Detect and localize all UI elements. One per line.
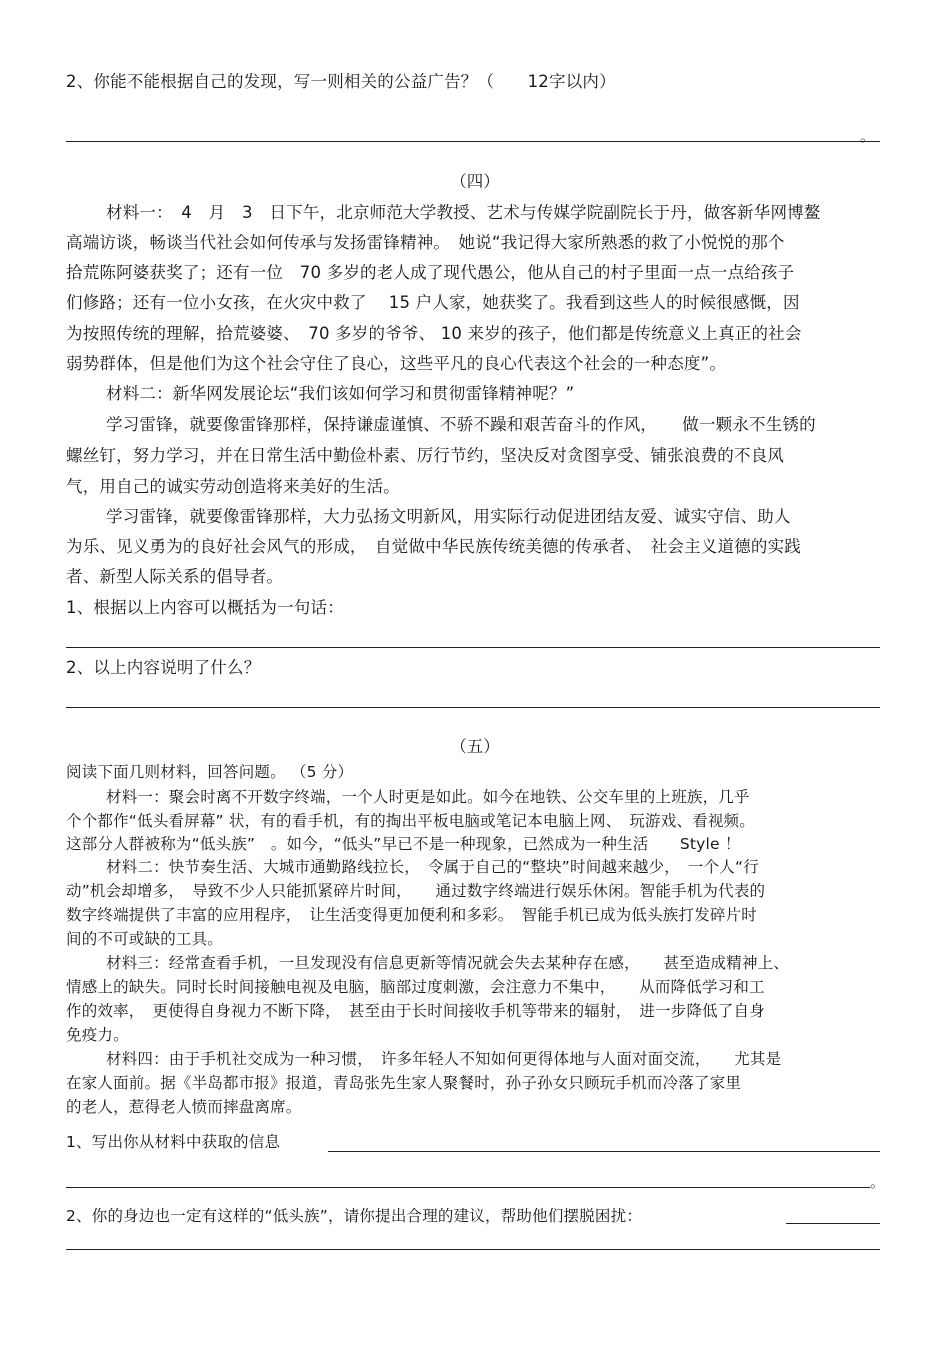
answer-line-4-2[interactable] bbox=[66, 707, 880, 708]
answer-line-5-1a[interactable] bbox=[328, 1151, 880, 1152]
question-3-2: 2、你能不能根据自己的发现，写一则相关的公益广告？（ 12字以内） bbox=[66, 72, 616, 91]
material-5-1-line: 这部分人群被称为“低头族” 。如今，“低头”早已不是一种现象，已然成为一种生活 Style ！ bbox=[66, 835, 741, 853]
material-5-4-line: 的老人，惹得老人愤而摔盘离席。 bbox=[66, 1098, 302, 1116]
question-4-1: 1、根据以上内容可以概括为一句话： bbox=[66, 598, 344, 617]
material-4-1-line: 为按照传统的理解，拾荒婆婆、 70 多岁的爷爷、 10 来岁的孩子，他们都是传统意义上真正的社会 bbox=[66, 324, 802, 343]
paragraph-4-4-line: 学习雷锋，就要像雷锋那样，大力弘扬文明新风，用实际行动促进团结友爱、诚实守信、助人 bbox=[106, 507, 791, 526]
material-4-2-line: 材料二：新华网发展论坛“我们该如何学习和贯彻雷锋精神呢？” bbox=[106, 384, 575, 403]
answer-line-5-1b[interactable] bbox=[66, 1187, 870, 1188]
paragraph-4-3-line: 螺丝钉，努力学习，并在日常生活中勤俭朴素、厉行节约，坚决反对贪图享受、铺张浪费的不良风 bbox=[66, 446, 785, 465]
material-4-1-line: 弱势群体，但是他们为这个社会守住了良心，这些平凡的良心代表这个社会的一种态度”。 bbox=[66, 354, 727, 373]
answer-line-end-period: 。 bbox=[860, 127, 876, 145]
section-4-title: （四） bbox=[450, 172, 500, 191]
answer-line-5-2b[interactable] bbox=[66, 1249, 880, 1250]
material-4-1-line: 们修路；还有一位小女孩，在火灾中救了 15 户人家，她获奖了。我看到这些人的时候很感慨，因 bbox=[66, 293, 800, 312]
answer-line-3-2[interactable] bbox=[66, 141, 880, 142]
paragraph-4-3-line: 学习雷锋，就要像雷锋那样，保持谦虚谨慎、不骄不躁和艰苦奋斗的作风， 做一颗永不生锈的 bbox=[106, 415, 816, 434]
answer-line-end-period: 。 bbox=[870, 1173, 886, 1191]
question-5-1: 1、写出你从材料中获取的信息 bbox=[66, 1133, 281, 1151]
material-5-3-line: 作的效率， 更使得自身视力不断下降， 甚至由于长时间接收手机等带来的辐射， 进一步降低了自身 bbox=[66, 1002, 765, 1020]
paragraph-4-3-line: 气，用自己的诚实劳动创造将来美好的生活。 bbox=[66, 477, 400, 496]
material-5-2-line: 动”机会却增多， 导致不少人只能抓紧碎片时间， 通过数字终端进行娱乐休闲。智能手机为代表的 bbox=[66, 882, 766, 900]
material-5-1-line: 材料一：聚会时离不开数字终端，一个人时更是如此。如今在地铁、公交车里的上班族，几乎 bbox=[106, 788, 750, 806]
material-4-1-line: 高端访谈，畅谈当代社会如何传承与发扬雷锋精神。 她说“我记得大家所熟悉的救了小悦悦的那个 bbox=[66, 233, 785, 252]
paragraph-4-4-line: 为乐、见义勇为的良好社会风气的形成， 自觉做中华民族传统美德的传承者、 社会主义道德的实践 bbox=[66, 537, 801, 556]
material-5-4-line: 材料四：由于手机社交成为一种习惯， 许多年轻人不知如何更得体地与人面对面交流， 尤其是 bbox=[106, 1050, 782, 1068]
section-5-intro: 阅读下面几则材料，回答问题。 （5 分） bbox=[66, 763, 354, 781]
answer-line-5-2a[interactable] bbox=[786, 1223, 880, 1224]
material-5-1-line: 个个都作“低头看屏幕” 状，有的看手机，有的掏出平板电脑或笔记本电脑上网、 玩游戏、看视频。 bbox=[66, 812, 755, 830]
material-5-3-line: 情感上的缺失。同时长时间接触电视及电脑，脑部过度刺激，会注意力不集中， 从而降低学习和工 bbox=[66, 978, 765, 996]
answer-line-4-1[interactable] bbox=[66, 647, 880, 648]
material-4-1-line: 材料一： 4 月 3 日下午，北京师范大学教授、艺术与传媒学院副院长于丹，做客新华网博鳌 bbox=[106, 203, 821, 222]
paragraph-4-4-line: 者、新型人际关系的倡导者。 bbox=[66, 567, 284, 586]
section-5-title: （五） bbox=[450, 737, 500, 756]
material-5-2-line: 数字终端提供了丰富的应用程序， 让生活变得更加便利和多彩。 智能手机已成为低头族打发碎片时 bbox=[66, 906, 758, 924]
question-5-2: 2、你的身边也一定有这样的“低头族”，请你提出合理的建议，帮助他们摆脱困扰： bbox=[66, 1207, 643, 1225]
material-5-4-line: 在家人面前。据《半岛都市报》报道，青岛张先生家人聚餐时，孙子孙女只顾玩手机而冷落了家里 bbox=[66, 1074, 742, 1092]
material-5-3-line: 免疫力。 bbox=[66, 1026, 129, 1044]
material-5-2-line: 材料二：快节奏生活、大城市通勤路线拉长， 令属于自己的“整块”时间越来越少， 一个人“行 bbox=[106, 858, 759, 876]
question-4-2: 2、以上内容说明了什么？ bbox=[66, 658, 261, 677]
material-4-1-line: 拾荒陈阿婆获奖了；还有一位 70 多岁的老人成了现代愚公，他从自己的村子里面一点一点给孩子 bbox=[66, 263, 795, 282]
material-5-2-line: 间的不可或缺的工具。 bbox=[66, 930, 224, 948]
material-5-3-line: 材料三：经常查看手机，一旦发现没有信息更新等情况就会失去某种存在感， 甚至造成精神上、 bbox=[106, 954, 790, 972]
